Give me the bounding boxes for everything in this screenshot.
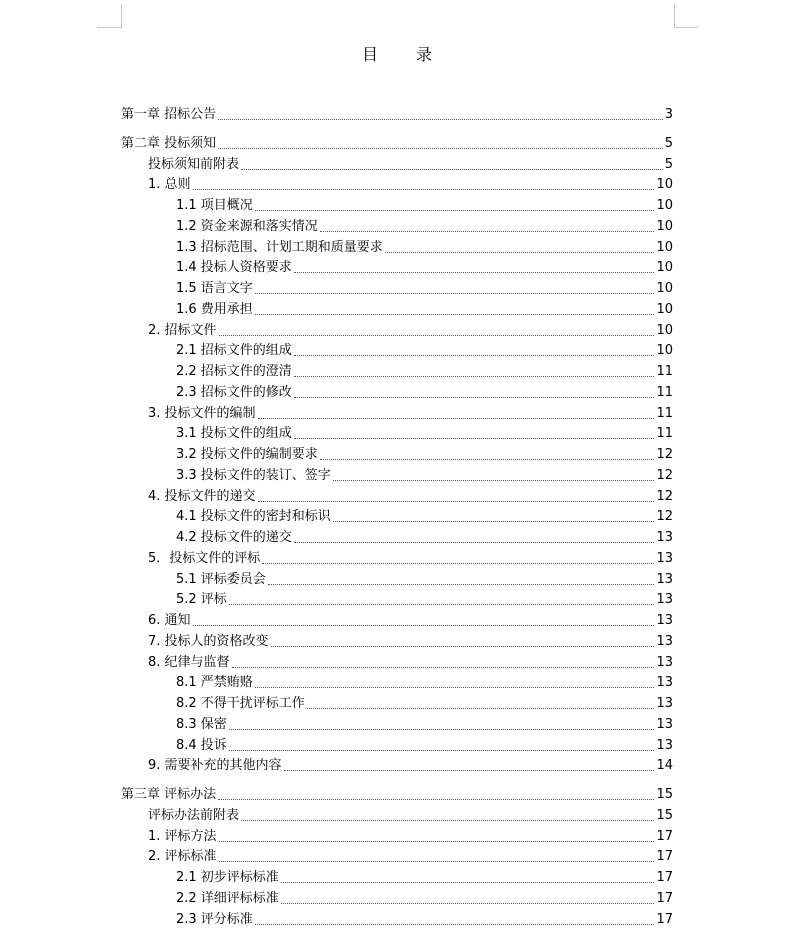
toc-page-number: 13	[656, 738, 673, 753]
toc-dot-leader	[333, 480, 655, 481]
crop-mark-top-right-vertical	[674, 4, 675, 28]
toc-dot-leader	[219, 861, 655, 862]
toc-entry-text: 2.2 详细评标标准	[176, 891, 279, 906]
toc-entry-text: 3. 投标文件的编制	[148, 406, 256, 421]
toc-entry-text: 2. 评标标准	[148, 849, 217, 864]
toc-page-number: 13	[656, 572, 673, 587]
toc-page-number: 13	[656, 530, 673, 545]
toc-page-number: 17	[656, 912, 673, 927]
toc-dot-leader	[241, 169, 663, 170]
toc-dot-leader	[271, 646, 655, 647]
toc-entry-text: 8. 纪律与监督	[148, 655, 230, 670]
toc-page-number: 11	[656, 426, 673, 441]
toc-entry-text: 2.1 招标文件的组成	[176, 343, 292, 358]
toc-entry-text: 4.1 投标文件的密封和标识	[176, 509, 331, 524]
toc-entry-text: 1.5 语言文字	[176, 281, 253, 296]
toc-page-number: 11	[656, 406, 673, 421]
toc-entry[interactable]	[176, 214, 673, 235]
toc-entry-text: 2.3 评分标准	[176, 912, 253, 927]
toc-entry-text: 2. 招标文件	[148, 323, 217, 338]
toc-entry[interactable]	[176, 587, 673, 608]
toc-dot-leader	[294, 272, 655, 273]
toc-entry-text: 第一章 招标公告	[121, 107, 217, 122]
toc-entry-text: 8.3 保密	[176, 717, 227, 732]
toc-dot-leader	[255, 924, 655, 925]
toc-dot-leader	[385, 252, 655, 253]
toc-dot-leader	[255, 210, 655, 211]
toc-page-number: 10	[656, 219, 673, 234]
toc-entry[interactable]	[148, 824, 673, 845]
toc-entry-text: 5.1 评标委员会	[176, 572, 266, 587]
toc-dot-leader	[294, 355, 655, 356]
toc-entry[interactable]	[176, 193, 673, 214]
toc-dot-leader	[307, 708, 655, 709]
toc-entry-text: 2.1 初步评标标准	[176, 870, 279, 885]
toc-entry-text: 第三章 评标办法	[121, 787, 217, 802]
toc-entry-text: 3.2 投标文件的编制要求	[176, 447, 318, 462]
toc-entry[interactable]	[148, 318, 673, 339]
toc-entry[interactable]	[148, 629, 673, 650]
toc-entry-text: 1.6 费用承担	[176, 302, 253, 317]
toc-entry[interactable]	[148, 608, 673, 629]
toc-entry-text: 7. 投标人的资格改变	[148, 634, 269, 649]
toc-page-number: 17	[656, 891, 673, 906]
toc-entry[interactable]	[148, 546, 673, 567]
toc-entry-text: 8.2 不得干扰评标工作	[176, 696, 305, 711]
toc-entry-text: 1. 评标方法	[148, 829, 217, 844]
toc-page-number: 13	[656, 592, 673, 607]
toc-entry[interactable]	[148, 650, 673, 671]
toc-page-number: 12	[656, 447, 673, 462]
toc-dot-leader	[219, 335, 655, 336]
toc-dot-leader	[320, 231, 655, 232]
toc-dot-leader	[281, 882, 655, 883]
toc-entry-text: 1.2 资金来源和落实情况	[176, 219, 318, 234]
toc-entry[interactable]	[121, 102, 673, 123]
toc-dot-leader	[218, 119, 663, 120]
toc-page-number: 12	[656, 468, 673, 483]
toc-page-number: 13	[656, 551, 673, 566]
toc-entry-text: 3.3 投标文件的装订、签字	[176, 468, 331, 483]
toc-dot-leader	[241, 820, 654, 821]
toc-entry[interactable]	[148, 753, 673, 774]
toc-entry[interactable]	[176, 504, 673, 525]
toc-entry[interactable]	[176, 235, 673, 256]
crop-mark-top-left-vertical	[121, 4, 122, 28]
toc-page-number: 10	[656, 323, 673, 338]
toc-entry[interactable]	[176, 525, 673, 546]
toc-dot-leader	[294, 376, 655, 377]
toc-entry[interactable]	[176, 297, 673, 318]
toc-entry-text: 1. 总则	[148, 177, 191, 192]
toc-dot-leader	[255, 314, 655, 315]
toc-page-number: 10	[656, 240, 673, 255]
toc-page-number: 13	[656, 634, 673, 649]
crop-mark-top-left-horizontal	[97, 27, 121, 28]
toc-entry[interactable]	[148, 803, 673, 824]
toc-page-number: 10	[656, 260, 673, 275]
toc-entry[interactable]	[176, 421, 673, 442]
toc-entry-text: 8.1 严禁贿赂	[176, 675, 253, 690]
toc-entry[interactable]	[176, 359, 673, 380]
toc-page-number: 11	[656, 364, 673, 379]
toc-entry[interactable]	[148, 844, 673, 865]
toc-page-number: 10	[656, 198, 673, 213]
toc-entry[interactable]	[148, 152, 673, 173]
toc-dot-leader	[255, 293, 655, 294]
toc-dot-leader	[320, 459, 655, 460]
toc-dot-leader	[193, 189, 655, 190]
toc-entry[interactable]	[176, 865, 673, 886]
toc-entry-text: 投标须知前附表	[148, 157, 240, 172]
toc-entry[interactable]	[176, 255, 673, 276]
toc-dot-leader	[294, 397, 655, 398]
toc-page-number: 13	[656, 675, 673, 690]
toc-entry[interactable]	[176, 463, 673, 484]
toc-dot-leader	[281, 903, 655, 904]
toc-page-number: 17	[656, 849, 673, 864]
toc-dot-leader	[258, 501, 655, 502]
toc-dot-leader	[333, 521, 655, 522]
toc-dot-leader	[262, 563, 654, 564]
toc-dot-leader	[232, 667, 655, 668]
toc-entry[interactable]	[176, 442, 673, 463]
toc-page-number: 17	[656, 870, 673, 885]
toc-page-number: 5	[664, 136, 673, 151]
toc-entry[interactable]	[148, 484, 673, 505]
toc-page-number: 10	[656, 281, 673, 296]
toc-dot-leader	[268, 584, 655, 585]
toc-entry[interactable]	[176, 380, 673, 401]
toc-entry[interactable]	[176, 276, 673, 297]
toc-dot-leader	[219, 841, 655, 842]
toc-entry[interactable]	[176, 567, 673, 588]
toc-entry-text: 4. 投标文件的递交	[148, 489, 256, 504]
toc-dot-leader	[218, 148, 663, 149]
toc-dot-leader	[229, 604, 655, 605]
toc-page-number: 12	[656, 509, 673, 524]
toc-entry[interactable]	[148, 401, 673, 422]
toc-page-number: 10	[656, 177, 673, 192]
toc-entry[interactable]	[121, 131, 673, 152]
toc-entry-text: 4.2 投标文件的递交	[176, 530, 292, 545]
toc-page-number: 17	[656, 829, 673, 844]
toc-entry[interactable]	[176, 907, 673, 928]
toc-page-number: 11	[656, 385, 673, 400]
toc-dot-leader	[294, 438, 655, 439]
toc-title-char-2: 录	[416, 45, 433, 64]
toc-dot-leader	[258, 418, 655, 419]
toc-entry[interactable]	[176, 691, 673, 712]
toc-entry-text: 9. 需要补充的其他内容	[148, 758, 282, 773]
toc-entry-text: 5.2 评标	[176, 592, 227, 607]
toc-entry-text: 1.3 招标范围、计划工期和质量要求	[176, 240, 383, 255]
toc-dot-leader	[229, 729, 655, 730]
toc-title-char-1: 目	[361, 45, 378, 64]
toc-entry-text: 评标办法前附表	[148, 808, 240, 823]
toc-title	[0, 42, 794, 65]
toc-page-number: 13	[656, 696, 673, 711]
toc-entry[interactable]	[176, 338, 673, 359]
toc-entry-text: 8.4 投诉	[176, 738, 227, 753]
toc-entry-text: 1.4 投标人资格要求	[176, 260, 292, 275]
toc-page-number: 5	[664, 157, 673, 172]
toc-dot-leader	[255, 687, 655, 688]
toc-page-number: 12	[656, 489, 673, 504]
toc-page-number: 14	[656, 758, 673, 773]
toc-page-number: 10	[656, 302, 673, 317]
toc-entry-text: 2.2 招标文件的澄清	[176, 364, 292, 379]
toc-dot-leader	[193, 625, 655, 626]
toc-entry-text: 5．投标文件的评标	[148, 551, 261, 566]
toc-entry[interactable]	[176, 886, 673, 907]
toc-page-number: 3	[664, 107, 673, 122]
toc-page-number: 13	[656, 655, 673, 670]
toc-page-number: 15	[656, 808, 673, 823]
toc-dot-leader	[284, 770, 655, 771]
toc-dot-leader	[294, 542, 655, 543]
toc-entry-text: 1.1 项目概况	[176, 198, 253, 213]
toc-entry[interactable]	[176, 733, 673, 754]
toc-entry-text: 3.1 投标文件的组成	[176, 426, 292, 441]
toc-entry-text: 6. 通知	[148, 613, 191, 628]
toc-entry[interactable]	[148, 172, 673, 193]
toc-page-number: 13	[656, 717, 673, 732]
toc-page-number: 15	[656, 787, 673, 802]
toc-dot-leader	[229, 750, 655, 751]
toc-dot-leader	[218, 799, 654, 800]
toc-entry[interactable]	[121, 782, 673, 803]
toc-page-number: 10	[656, 343, 673, 358]
crop-mark-top-right-horizontal	[674, 27, 698, 28]
toc-entry-text: 第二章 投标须知	[121, 136, 217, 151]
toc-entry[interactable]	[176, 670, 673, 691]
toc-entry[interactable]	[176, 712, 673, 733]
toc-page-number: 13	[656, 613, 673, 628]
toc-entry-text: 2.3 招标文件的修改	[176, 385, 292, 400]
